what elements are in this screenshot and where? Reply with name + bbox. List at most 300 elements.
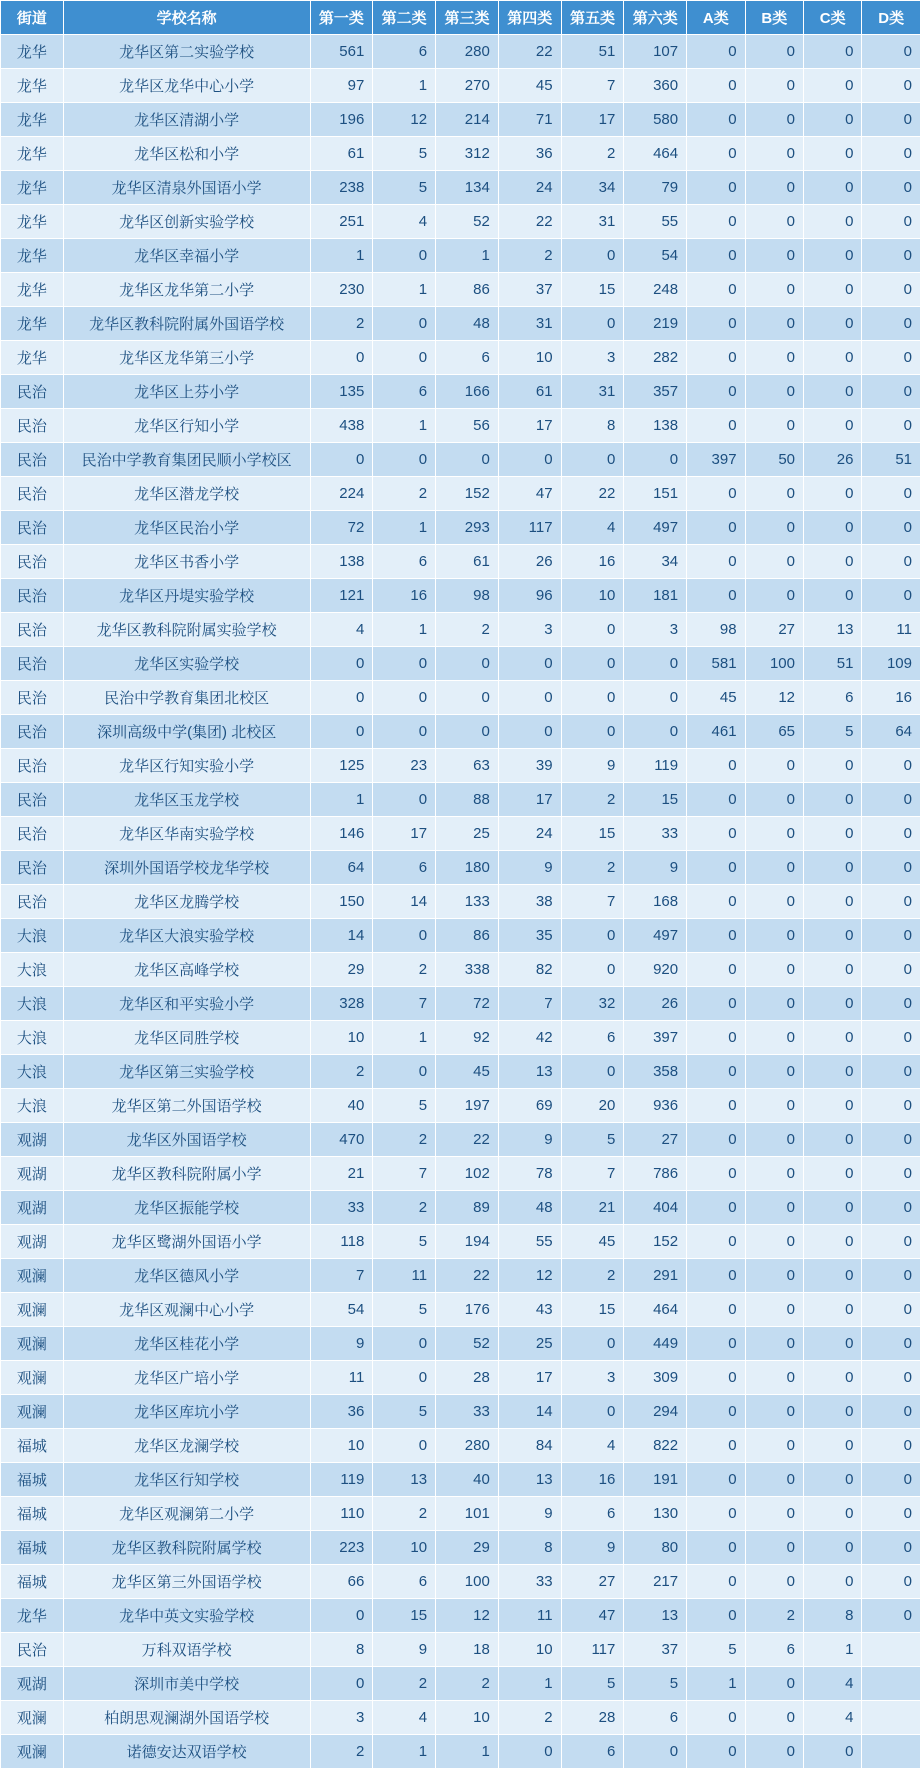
cell-value: 0	[862, 987, 921, 1021]
cell-school-name: 龙华区第二外国语学校	[63, 1089, 310, 1123]
cell-value: 20	[561, 1089, 624, 1123]
cell-value: 14	[498, 1395, 561, 1429]
table-row	[1, 1021, 921, 1055]
cell-value: 0	[862, 1327, 921, 1361]
cell-value: 2	[561, 1259, 624, 1293]
cell-value: 27	[624, 1123, 687, 1157]
cell-street: 民治	[1, 817, 64, 851]
table-row	[1, 69, 921, 103]
cell-value: 0	[310, 341, 373, 375]
cell-value: 0	[745, 1259, 803, 1293]
cell-value: 0	[745, 783, 803, 817]
cell-value: 9	[498, 851, 561, 885]
cell-value: 0	[373, 919, 436, 953]
cell-value: 84	[498, 1429, 561, 1463]
cell-value: 0	[804, 477, 862, 511]
table-row	[1, 1497, 921, 1531]
cell-value: 43	[498, 1293, 561, 1327]
cell-value: 33	[498, 1565, 561, 1599]
cell-value: 71	[498, 103, 561, 137]
cell-value: 16	[862, 681, 921, 715]
cell-value: 1	[373, 409, 436, 443]
cell-value: 0	[745, 1021, 803, 1055]
cell-value: 357	[624, 375, 687, 409]
table-row	[1, 511, 921, 545]
cell-value: 0	[804, 783, 862, 817]
cell-value: 4	[373, 1701, 436, 1735]
table-row	[1, 817, 921, 851]
cell-value: 6	[373, 1565, 436, 1599]
cell-value: 0	[745, 1191, 803, 1225]
table-row	[1, 681, 921, 715]
cell-street: 福城	[1, 1429, 64, 1463]
cell-value: 0	[687, 1225, 745, 1259]
cell-value: 0	[804, 307, 862, 341]
cell-value: 0	[745, 851, 803, 885]
cell-value: 0	[862, 579, 921, 613]
cell-value: 0	[804, 1293, 862, 1327]
cell-value: 12	[498, 1259, 561, 1293]
cell-value: 31	[561, 375, 624, 409]
table-row	[1, 1633, 921, 1667]
cell-street: 福城	[1, 1531, 64, 1565]
cell-value	[862, 1633, 921, 1667]
cell-value: 7	[310, 1259, 373, 1293]
cell-value: 0	[561, 613, 624, 647]
cell-value: 0	[745, 409, 803, 443]
cell-school-name: 龙华区玉龙学校	[63, 783, 310, 817]
cell-value: 0	[862, 307, 921, 341]
cell-value: 16	[561, 1463, 624, 1497]
cell-value: 117	[498, 511, 561, 545]
table-row	[1, 1463, 921, 1497]
cell-value: 1	[687, 1667, 745, 1701]
cell-value: 464	[624, 1293, 687, 1327]
cell-value: 61	[498, 375, 561, 409]
cell-value: 47	[561, 1599, 624, 1633]
cell-value: 0	[687, 511, 745, 545]
cell-value: 5	[373, 1089, 436, 1123]
cell-school-name: 龙华区行知实验小学	[63, 749, 310, 783]
cell-value: 561	[310, 35, 373, 69]
table-row	[1, 783, 921, 817]
cell-value: 4	[373, 205, 436, 239]
cell-value: 109	[862, 647, 921, 681]
cell-value: 4	[804, 1667, 862, 1701]
cell-value: 0	[687, 409, 745, 443]
cell-value: 1	[373, 511, 436, 545]
cell-value: 36	[310, 1395, 373, 1429]
cell-value: 786	[624, 1157, 687, 1191]
cell-value: 0	[561, 307, 624, 341]
cell-value: 79	[624, 171, 687, 205]
cell-value: 10	[498, 341, 561, 375]
cell-value: 0	[804, 375, 862, 409]
cell-value: 1	[373, 1735, 436, 1769]
cell-value: 0	[373, 681, 436, 715]
cell-value: 238	[310, 171, 373, 205]
cell-value: 0	[745, 1497, 803, 1531]
cell-value: 107	[624, 35, 687, 69]
cell-value: 22	[436, 1259, 499, 1293]
cell-value: 0	[745, 1395, 803, 1429]
cell-value: 5	[687, 1633, 745, 1667]
cell-value: 0	[862, 341, 921, 375]
cell-value: 217	[624, 1565, 687, 1599]
cell-value: 0	[804, 205, 862, 239]
cell-value: 7	[561, 1157, 624, 1191]
cell-value: 3	[561, 341, 624, 375]
cell-value: 0	[862, 749, 921, 783]
cell-value: 98	[687, 613, 745, 647]
cell-value: 10	[436, 1701, 499, 1735]
cell-value: 72	[436, 987, 499, 1021]
cell-school-name: 龙华区书香小学	[63, 545, 310, 579]
cell-value: 50	[745, 443, 803, 477]
cell-value: 13	[804, 613, 862, 647]
cell-value: 0	[745, 477, 803, 511]
cell-street: 大浪	[1, 987, 64, 1021]
cell-value: 151	[624, 477, 687, 511]
cell-value: 0	[862, 1225, 921, 1259]
cell-value: 176	[436, 1293, 499, 1327]
cell-value: 0	[804, 1497, 862, 1531]
cell-value: 15	[561, 817, 624, 851]
cell-value: 0	[745, 987, 803, 1021]
cell-value: 180	[436, 851, 499, 885]
cell-value: 2	[310, 307, 373, 341]
cell-school-name: 龙华区上芬小学	[63, 375, 310, 409]
cell-value: 17	[498, 783, 561, 817]
cell-value: 17	[498, 1361, 561, 1395]
cell-value: 338	[436, 953, 499, 987]
cell-value: 196	[310, 103, 373, 137]
cell-value: 21	[310, 1157, 373, 1191]
cell-value: 119	[310, 1463, 373, 1497]
cell-value: 0	[804, 1089, 862, 1123]
cell-value: 0	[687, 1089, 745, 1123]
cell-street: 大浪	[1, 953, 64, 987]
cell-value: 0	[436, 681, 499, 715]
table-row	[1, 1259, 921, 1293]
cell-value: 0	[624, 647, 687, 681]
cell-school-name: 民治中学教育集团北校区	[63, 681, 310, 715]
cell-street: 民治	[1, 545, 64, 579]
table-row	[1, 1735, 921, 1769]
cell-value: 0	[862, 69, 921, 103]
cell-school-name: 龙华区库坑小学	[63, 1395, 310, 1429]
cell-street: 龙华	[1, 171, 64, 205]
cell-value: 8	[498, 1531, 561, 1565]
cell-value: 0	[804, 851, 862, 885]
cell-value: 28	[436, 1361, 499, 1395]
cell-school-name: 龙华区龙澜学校	[63, 1429, 310, 1463]
cell-value: 0	[745, 1123, 803, 1157]
cell-value: 31	[498, 307, 561, 341]
table-row	[1, 35, 921, 69]
cell-street: 民治	[1, 885, 64, 919]
cell-value: 0	[862, 851, 921, 885]
cell-value: 32	[561, 987, 624, 1021]
cell-value: 3	[498, 613, 561, 647]
cell-value: 0	[862, 919, 921, 953]
cell-value: 51	[804, 647, 862, 681]
cell-value: 0	[804, 409, 862, 443]
cell-school-name: 深圳高级中学(集团) 北校区	[63, 715, 310, 749]
cell-school-name: 龙华区高峰学校	[63, 953, 310, 987]
cell-value: 0	[436, 443, 499, 477]
cell-value: 39	[498, 749, 561, 783]
cell-street: 龙华	[1, 1599, 64, 1633]
table-row	[1, 171, 921, 205]
table-row	[1, 103, 921, 137]
cell-school-name: 龙华区桂花小学	[63, 1327, 310, 1361]
cell-value: 64	[862, 715, 921, 749]
cell-value: 55	[624, 205, 687, 239]
cell-value: 404	[624, 1191, 687, 1225]
table-row	[1, 1429, 921, 1463]
cell-value: 0	[862, 477, 921, 511]
cell-value: 29	[436, 1531, 499, 1565]
cell-value: 0	[687, 477, 745, 511]
cell-value: 0	[862, 1123, 921, 1157]
cell-value: 1	[373, 69, 436, 103]
cell-value: 6	[373, 375, 436, 409]
cell-value: 0	[804, 1735, 862, 1769]
cell-value: 0	[745, 919, 803, 953]
cell-value: 18	[436, 1633, 499, 1667]
cell-value: 4	[310, 613, 373, 647]
cell-school-name: 诺德安达双语学校	[63, 1735, 310, 1769]
cell-street: 观湖	[1, 1191, 64, 1225]
cell-value: 0	[687, 307, 745, 341]
cell-value: 497	[624, 511, 687, 545]
cell-value: 33	[310, 1191, 373, 1225]
table-row	[1, 443, 921, 477]
cell-value: 7	[561, 69, 624, 103]
cell-value: 0	[687, 1599, 745, 1633]
cell-value: 52	[436, 1327, 499, 1361]
table-row	[1, 205, 921, 239]
column-header-cat4: 第四类	[498, 1, 561, 35]
cell-school-name: 龙华区观澜第二小学	[63, 1497, 310, 1531]
cell-value: 9	[373, 1633, 436, 1667]
cell-value: 0	[862, 273, 921, 307]
cell-value: 0	[862, 545, 921, 579]
table-row	[1, 1293, 921, 1327]
cell-value: 1	[373, 1021, 436, 1055]
cell-value: 0	[862, 511, 921, 545]
cell-value: 4	[561, 511, 624, 545]
cell-value: 5	[561, 1667, 624, 1701]
cell-value: 4	[561, 1429, 624, 1463]
column-header-cat3: 第三类	[436, 1, 499, 35]
cell-value: 7	[373, 1157, 436, 1191]
cell-value: 42	[498, 1021, 561, 1055]
cell-value: 14	[310, 919, 373, 953]
cell-value: 168	[624, 885, 687, 919]
cell-value: 0	[745, 307, 803, 341]
cell-value: 0	[862, 103, 921, 137]
cell-street: 民治	[1, 851, 64, 885]
table-row	[1, 1565, 921, 1599]
cell-street: 观湖	[1, 1157, 64, 1191]
cell-value: 0	[745, 103, 803, 137]
cell-value: 0	[862, 137, 921, 171]
cell-value: 13	[624, 1599, 687, 1633]
cell-value: 0	[862, 783, 921, 817]
cell-value: 25	[436, 817, 499, 851]
cell-value: 0	[498, 1735, 561, 1769]
cell-value: 0	[804, 1361, 862, 1395]
cell-value: 0	[862, 1021, 921, 1055]
cell-value: 0	[687, 1293, 745, 1327]
cell-value: 0	[373, 647, 436, 681]
cell-value: 0	[687, 817, 745, 851]
cell-value: 7	[561, 885, 624, 919]
cell-value: 9	[624, 851, 687, 885]
cell-value: 0	[310, 1667, 373, 1701]
cell-value: 86	[436, 919, 499, 953]
cell-value: 219	[624, 307, 687, 341]
table-header	[1, 1, 921, 35]
table-row	[1, 1701, 921, 1735]
column-header-cat-b: B类	[745, 1, 803, 35]
cell-value: 22	[436, 1123, 499, 1157]
cell-value: 280	[436, 35, 499, 69]
cell-value: 0	[745, 1293, 803, 1327]
table-row	[1, 1089, 921, 1123]
cell-value: 0	[745, 375, 803, 409]
cell-value: 7	[498, 987, 561, 1021]
cell-value: 282	[624, 341, 687, 375]
cell-school-name: 龙华区丹堤实验学校	[63, 579, 310, 613]
cell-street: 观澜	[1, 1395, 64, 1429]
cell-value: 0	[804, 239, 862, 273]
cell-school-name: 龙华区幸福小学	[63, 239, 310, 273]
column-header-cat2: 第二类	[373, 1, 436, 35]
table-body	[1, 35, 921, 1769]
cell-value: 102	[436, 1157, 499, 1191]
cell-value: 223	[310, 1531, 373, 1565]
cell-school-name: 龙华区同胜学校	[63, 1021, 310, 1055]
cell-street: 民治	[1, 511, 64, 545]
cell-value: 0	[862, 239, 921, 273]
cell-school-name: 龙华区第三外国语学校	[63, 1565, 310, 1599]
cell-value: 33	[436, 1395, 499, 1429]
cell-value: 0	[745, 1463, 803, 1497]
cell-value: 110	[310, 1497, 373, 1531]
cell-value: 0	[561, 1327, 624, 1361]
cell-value: 48	[436, 307, 499, 341]
cell-value: 10	[310, 1021, 373, 1055]
cell-value: 0	[862, 409, 921, 443]
header-row	[1, 1, 921, 35]
cell-value: 0	[687, 1565, 745, 1599]
table-row	[1, 1667, 921, 1701]
cell-value: 6	[804, 681, 862, 715]
cell-value: 194	[436, 1225, 499, 1259]
cell-school-name: 龙华区第二实验学校	[63, 35, 310, 69]
column-header-cat6: 第六类	[624, 1, 687, 35]
cell-value: 251	[310, 205, 373, 239]
cell-value: 470	[310, 1123, 373, 1157]
cell-value: 0	[804, 1157, 862, 1191]
cell-value: 6	[561, 1497, 624, 1531]
cell-value: 150	[310, 885, 373, 919]
column-header-street: 街道	[1, 1, 64, 35]
cell-value: 5	[624, 1667, 687, 1701]
cell-value: 0	[745, 817, 803, 851]
cell-value: 89	[436, 1191, 499, 1225]
cell-street: 民治	[1, 783, 64, 817]
cell-street: 龙华	[1, 341, 64, 375]
cell-value: 6	[745, 1633, 803, 1667]
cell-value: 0	[804, 171, 862, 205]
cell-value: 9	[498, 1497, 561, 1531]
cell-value: 0	[373, 443, 436, 477]
cell-value: 0	[373, 783, 436, 817]
cell-value: 0	[687, 137, 745, 171]
cell-value: 5	[373, 1225, 436, 1259]
cell-value: 0	[687, 953, 745, 987]
table-row	[1, 1395, 921, 1429]
cell-value	[862, 1701, 921, 1735]
cell-value: 22	[498, 205, 561, 239]
cell-value: 0	[804, 1225, 862, 1259]
cell-value: 16	[561, 545, 624, 579]
table-row	[1, 579, 921, 613]
cell-value: 10	[561, 579, 624, 613]
cell-value: 6	[373, 851, 436, 885]
cell-school-name: 龙华区第三实验学校	[63, 1055, 310, 1089]
cell-value: 13	[373, 1463, 436, 1497]
cell-value: 31	[561, 205, 624, 239]
cell-value: 0	[862, 1055, 921, 1089]
cell-value: 0	[804, 1327, 862, 1361]
cell-school-name: 龙华区和平实验小学	[63, 987, 310, 1021]
cell-value: 25	[498, 1327, 561, 1361]
cell-value: 0	[687, 1395, 745, 1429]
cell-value: 0	[804, 1429, 862, 1463]
cell-street: 观澜	[1, 1327, 64, 1361]
cell-street: 龙华	[1, 137, 64, 171]
table-row	[1, 1123, 921, 1157]
cell-value: 291	[624, 1259, 687, 1293]
cell-value: 152	[436, 477, 499, 511]
cell-value: 449	[624, 1327, 687, 1361]
cell-value: 17	[498, 409, 561, 443]
cell-value: 5	[373, 137, 436, 171]
table-row	[1, 647, 921, 681]
cell-value: 0	[745, 1225, 803, 1259]
cell-value: 0	[373, 715, 436, 749]
cell-street: 民治	[1, 715, 64, 749]
cell-value: 2	[561, 137, 624, 171]
cell-value: 0	[745, 1055, 803, 1089]
cell-value: 69	[498, 1089, 561, 1123]
cell-value: 2	[373, 1667, 436, 1701]
cell-value: 125	[310, 749, 373, 783]
cell-street: 龙华	[1, 239, 64, 273]
cell-value: 15	[561, 273, 624, 307]
cell-value: 146	[310, 817, 373, 851]
cell-value: 86	[436, 273, 499, 307]
cell-value: 1	[373, 273, 436, 307]
cell-value: 309	[624, 1361, 687, 1395]
cell-value: 65	[745, 715, 803, 749]
cell-value: 51	[561, 35, 624, 69]
